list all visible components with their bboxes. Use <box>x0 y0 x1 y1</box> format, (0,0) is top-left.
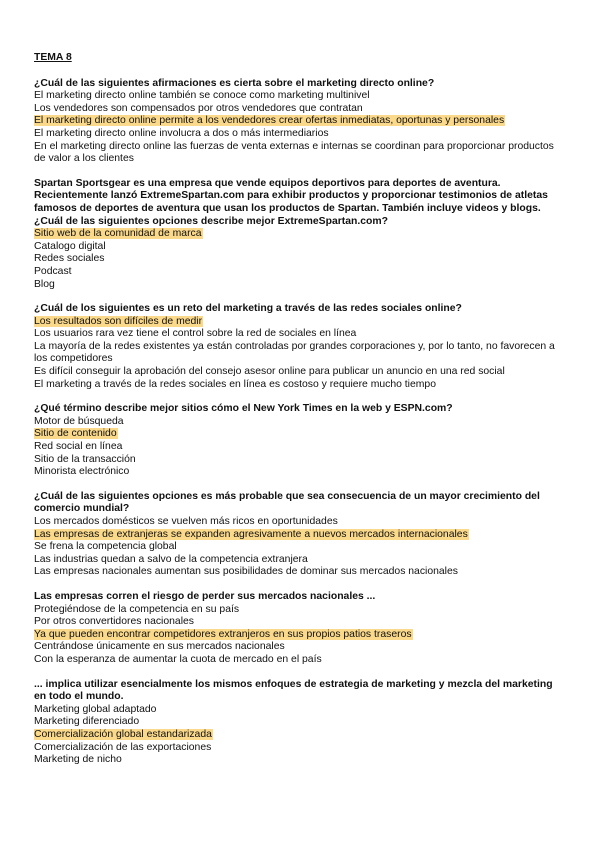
answer-option-text: Las empresas nacionales aumentan sus posibilidades de dominar sus mercados nacionales <box>34 566 458 578</box>
question-block-2 <box>34 178 564 291</box>
question-text: ... implica utilizar esencialmente los mismos enfoques de estrategia de marketing y mezcla del marketing en todo el mundo. <box>34 678 553 703</box>
document-page <box>34 52 564 779</box>
answer-option-text: El marketing a través de la redes sociales en línea es costoso y requiere mucho tiempo <box>34 378 436 390</box>
answer-option <box>34 128 564 141</box>
question-text: Spartan Sportsgear es una empresa que vende equipos deportivos para deportes de aventura. Recientemente lanzó ExtremeSpartan.com para exhibir productos y proporcionar testimonios de atletas famosos de deportes de aventura que usan los productos de Spartan. También incluye videos y blogs. ¿Cuál de las siguientes opciones describe mejor ExtremeSpartan.com? <box>34 177 548 227</box>
answer-option-highlighted <box>34 228 564 241</box>
answer-option-highlighted <box>34 729 564 742</box>
question-block-7 <box>34 679 564 767</box>
question-block-4 <box>34 403 564 479</box>
answer-option <box>34 441 564 454</box>
answer-option <box>34 566 564 579</box>
answer-option <box>34 241 564 254</box>
answer-option-text: Es difícil conseguir la aprobación del consejo asesor online para publicar un anuncio en una red social <box>34 366 505 378</box>
answer-option-text: Blog <box>34 278 55 290</box>
answer-option-text: Sitio de la transacción <box>34 453 136 465</box>
answer-option <box>34 704 564 717</box>
answer-option <box>34 103 564 116</box>
answer-option-text: Se frena la competencia global <box>34 541 177 553</box>
answer-option <box>34 754 564 767</box>
answer-option-text: Marketing global adaptado <box>34 703 157 715</box>
answer-option-text: Protegiéndose de la competencia en su país <box>34 603 240 615</box>
answer-option-highlighted <box>34 629 564 642</box>
answer-option-text: Redes sociales <box>34 253 105 265</box>
answer-option-highlighted <box>34 115 564 128</box>
answer-option-text: Centrándose únicamente en sus mercados nacionales <box>34 641 285 653</box>
answer-option-text: Los usuarios rara vez tiene el control sobre la red de sociales en línea <box>34 328 357 340</box>
question-text: ¿Cuál de los siguientes es un reto del marketing a través de las redes sociales online? <box>34 303 462 315</box>
answer-option-text: Por otros convertidores nacionales <box>34 616 194 628</box>
question-text: Las empresas corren el riesgo de perder sus mercados nacionales ... <box>34 590 376 602</box>
answer-option-text: Podcast <box>34 265 72 277</box>
answer-option <box>34 279 564 292</box>
question-text: ¿Cuál de las siguientes opciones es más probable que sea consecuencia de un mayor crecimiento del comercio mundial? <box>34 490 540 515</box>
answer-option <box>34 366 564 379</box>
answer-option-text: Los resultados son difíciles de medir <box>34 315 203 327</box>
answer-option-text: Comercialización de las exportaciones <box>34 741 212 753</box>
answer-option <box>34 416 564 429</box>
answer-option <box>34 742 564 755</box>
answer-option <box>34 341 564 366</box>
answer-option <box>34 604 564 617</box>
answer-option <box>34 379 564 392</box>
answer-option-text: Comercialización global estandarizada <box>34 728 212 740</box>
answer-option <box>34 466 564 479</box>
answer-option <box>34 654 564 667</box>
question-block-6 <box>34 591 564 667</box>
answer-option-text: Los vendedores son compensados por otros vendedores que contratan <box>34 102 363 114</box>
answer-option-text: Minorista electrónico <box>34 466 130 478</box>
answer-option-text: El marketing directo online permite a los vendedores crear ofertas inmediatas, oportunas y personales <box>34 115 505 127</box>
answer-option-text: Motor de búsqueda <box>34 415 124 427</box>
answer-option <box>34 716 564 729</box>
answer-option-text: El marketing directo online también se conoce como marketing multinivel <box>34 90 370 102</box>
answer-option-highlighted <box>34 428 564 441</box>
question-block-1 <box>34 78 564 166</box>
answer-option <box>34 90 564 103</box>
answer-option-text: Con la esperanza de aumentar la cuota de mercado en el país <box>34 653 322 665</box>
answer-option <box>34 516 564 529</box>
answer-option-highlighted <box>34 316 564 329</box>
question-block-5 <box>34 491 564 579</box>
question-text: ¿Cuál de las siguientes afirmaciones es cierta sobre el marketing directo online? <box>34 77 435 89</box>
answer-option <box>34 454 564 467</box>
answer-option-highlighted <box>34 529 564 542</box>
answer-option <box>34 141 564 166</box>
answer-option-text: Las empresas de extranjeras se expanden agresivamente a nuevos mercados internacionales <box>34 528 468 540</box>
question-text: ¿Qué término describe mejor sitios cómo el New York Times en la web y ESPN.com? <box>34 403 453 415</box>
answer-option-text: La mayoría de la redes existentes ya están controladas por grandes corporaciones y, por lo tanto, no favorecen a los competidores <box>34 340 555 365</box>
document-title: TEMA 8 <box>34 52 72 63</box>
answer-option-text: Los mercados domésticos se vuelven más ricos en oportunidades <box>34 516 338 527</box>
answer-option <box>34 328 564 341</box>
answer-option-text: En el marketing directo online las fuerzas de venta externas e internas se coordinan para proporcionar productos de valor a los clientes <box>34 140 554 165</box>
answer-option-text: Sitio de contenido <box>34 428 117 440</box>
answer-option-text: Catalogo digital <box>34 240 106 252</box>
answer-option <box>34 554 564 567</box>
answer-option-text: Red social en línea <box>34 441 123 453</box>
answer-option-text: Marketing diferenciado <box>34 716 140 728</box>
answer-option-text: El marketing directo online involucra a dos o más intermediarios <box>34 127 329 139</box>
answer-option-text: Ya que pueden encontrar competidores extranjeros en sus propios patios traseros <box>34 628 412 640</box>
answer-option <box>34 253 564 266</box>
question-block-3 <box>34 303 564 391</box>
answer-option <box>34 541 564 554</box>
answer-option <box>34 616 564 629</box>
answer-option <box>34 266 564 279</box>
answer-option <box>34 641 564 654</box>
answer-option-text: Marketing de nicho <box>34 754 122 766</box>
answer-option-text: Sitio web de la comunidad de marca <box>34 228 202 240</box>
answer-option-text: Las industrias quedan a salvo de la competencia extranjera <box>34 553 308 565</box>
